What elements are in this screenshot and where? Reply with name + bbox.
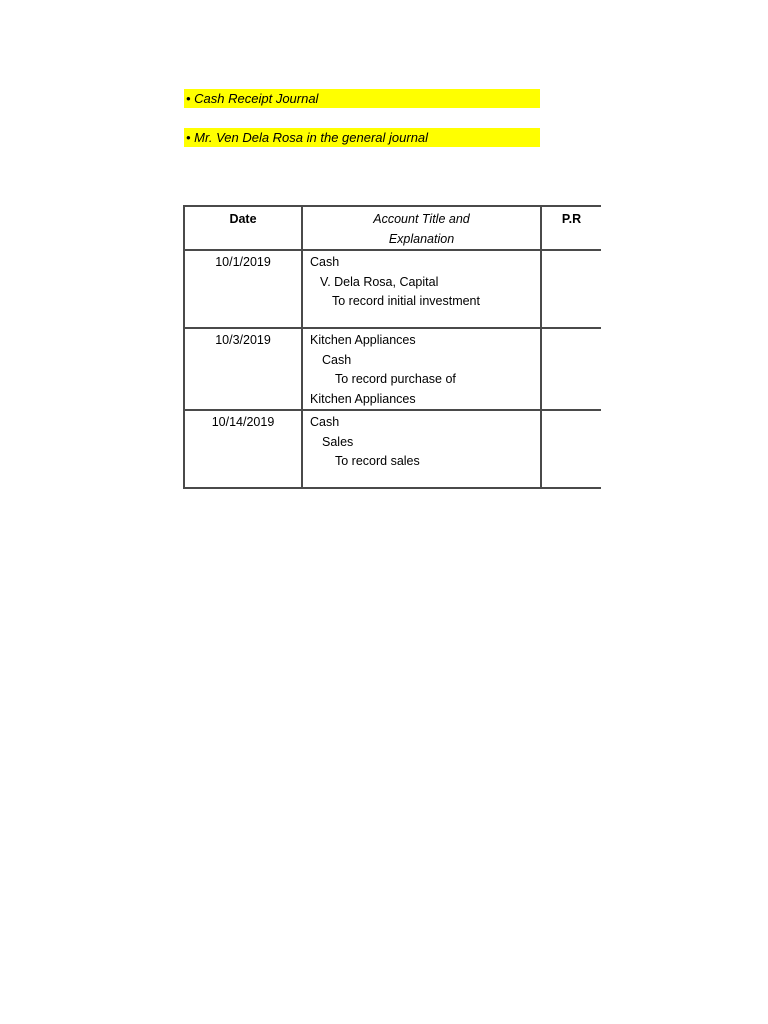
credit-account: Sales — [322, 434, 354, 449]
header-pr: P.R — [541, 206, 601, 250]
debit-account: Cash — [310, 255, 340, 269]
table-row — [184, 250, 601, 328]
row-pr — [541, 410, 601, 488]
header-account-line2: Explanation — [388, 232, 455, 246]
bullet-cash-receipt-journal: • Cash Receipt Journal — [184, 89, 540, 108]
row-date: 10/3/2019 — [184, 328, 302, 410]
credit-account: V. Dela Rosa, Capital — [320, 274, 439, 289]
debit-account: Kitchen Appliances — [310, 333, 416, 347]
table-row — [184, 410, 601, 488]
row-pr — [541, 328, 601, 410]
row-pr — [541, 250, 601, 328]
credit-account: Cash — [322, 352, 352, 367]
row-account — [302, 328, 541, 410]
explanation-continued: Kitchen Appliances — [310, 391, 416, 406]
bullet-general-journal: • Mr. Ven Dela Rosa in the general journal — [184, 128, 540, 147]
row-date: 10/1/2019 — [184, 250, 302, 328]
table-header-row — [184, 206, 601, 250]
header-account-title — [302, 206, 541, 250]
debit-account: Cash — [310, 415, 340, 429]
explanation: To record initial investment — [332, 294, 480, 308]
row-account — [302, 410, 541, 488]
header-date: Date — [184, 206, 302, 250]
explanation: To record purchase of — [335, 372, 456, 386]
row-account — [302, 250, 541, 328]
table-row — [184, 328, 601, 410]
explanation: To record sales — [335, 454, 420, 468]
row-date: 10/14/2019 — [184, 410, 302, 488]
general-journal-table — [183, 205, 601, 489]
header-account-line1: Account Title and — [373, 212, 470, 226]
